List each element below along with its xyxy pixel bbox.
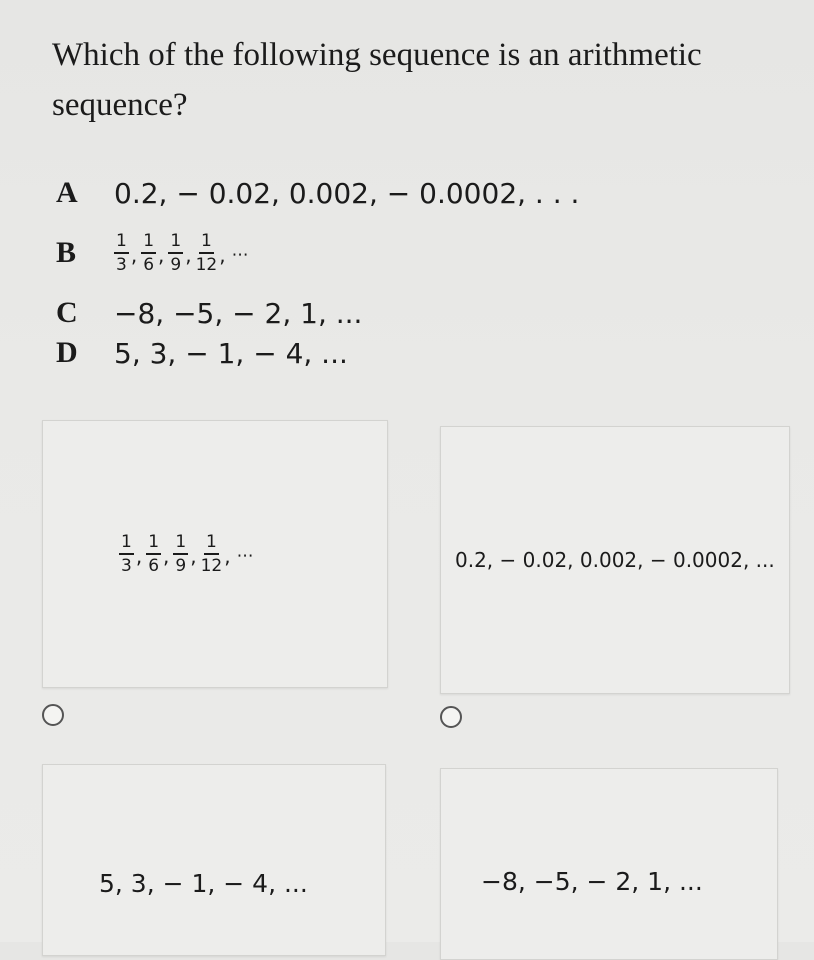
denominator: 12 (200, 556, 223, 576)
choice-d (56, 328, 348, 378)
fraction (114, 231, 129, 275)
choice-d-expression: 5, 3, − 1, − 4, ... (114, 336, 348, 370)
ellipsis: ⋯ (231, 245, 249, 265)
denominator: 12 (195, 255, 218, 275)
choice-c-letter: C (56, 296, 78, 329)
numerator: 1 (119, 532, 134, 555)
choice-c-expression: −8, −5, − 2, 1, ... (114, 296, 363, 330)
numerator: 1 (114, 231, 129, 254)
numerator: 1 (146, 532, 161, 555)
numerator: 1 (141, 231, 156, 254)
answer-card-1[interactable] (42, 420, 388, 688)
answer-card-4[interactable] (440, 768, 778, 960)
answer-card-4-expression: −8, −5, − 2, 1, ... (481, 867, 703, 896)
answer-radio-2[interactable] (440, 706, 462, 728)
answer-card-1-expression: $\frac{1}{3}$ , $\frac{1}{6}$ , $\frac{1}{9}$ , $\frac{1}{12}$ , ⋯ (121, 532, 254, 576)
answer-radio-1[interactable] (42, 704, 64, 726)
fraction (141, 231, 156, 275)
fraction (201, 532, 223, 576)
denominator: 6 (143, 255, 155, 275)
choice-b-letter: B (56, 236, 77, 269)
choice-a-expression: 0.2, − 0.02, 0.002, − 0.0002, . . . (114, 176, 580, 210)
answer-card-3[interactable] (42, 764, 386, 956)
fraction (146, 532, 161, 576)
answer-card-2[interactable] (440, 426, 790, 694)
denominator: 3 (121, 556, 132, 576)
answer-card-3-expression: 5, 3, − 1, − 4, ... (99, 869, 308, 898)
ellipsis: ⋯ (236, 546, 254, 566)
numerator: 1 (168, 231, 183, 254)
fraction (168, 231, 183, 275)
denominator: 3 (116, 255, 127, 275)
choice-a (56, 168, 579, 218)
numerator: 1 (199, 231, 214, 254)
numerator: 1 (204, 532, 219, 555)
numerator: 1 (173, 532, 188, 555)
denominator: 9 (175, 556, 187, 576)
choice-b (56, 228, 249, 278)
choice-d-letter: D (56, 336, 78, 369)
fraction (196, 231, 218, 275)
answer-card-2-expression: 0.2, − 0.02, 0.002, − 0.0002, ... (455, 548, 775, 572)
choice-a-letter: A (56, 176, 78, 209)
question-text: Which of the following sequence is an arithmetic sequence? (52, 37, 702, 123)
denominator: 9 (170, 255, 182, 275)
fraction (173, 532, 188, 576)
choice-b-expression: $\frac{1}{3}$ , $\frac{1}{6}$ , $\frac{1}{9}$ , $\frac{1}{12}$ , ⋯ (116, 231, 249, 275)
denominator: 6 (148, 556, 160, 576)
fraction (119, 532, 134, 576)
